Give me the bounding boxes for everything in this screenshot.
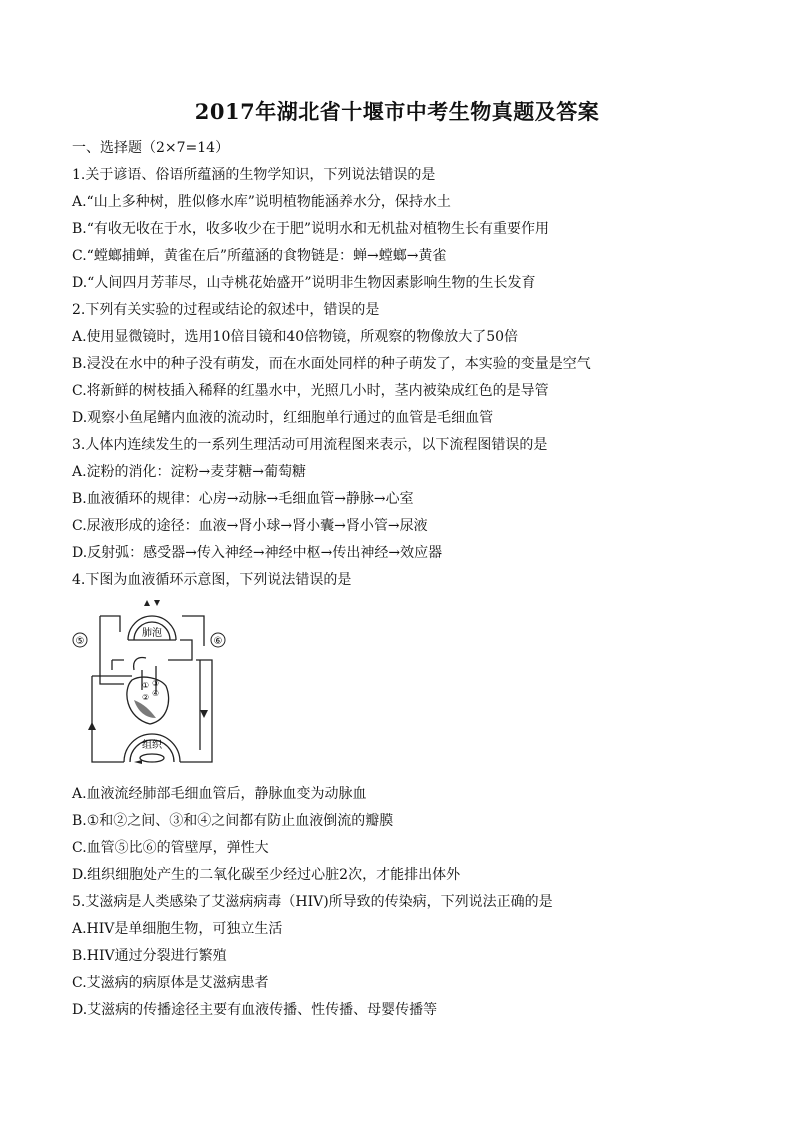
label-tissue: 组织 (142, 740, 162, 751)
question-4-option-d: D.组织细胞处产生的二氧化碳至少经过心脏2次，才能排出体外 (72, 867, 461, 883)
question-1-option-d: D.“人间四月芳菲尽，山寺桃花始盛开”说明非生物因素影响生物的生长发育 (72, 275, 536, 291)
question-5-option-b: B.HIV通过分裂进行繁殖 (72, 948, 227, 964)
label-num4: ④ (152, 689, 160, 698)
question-2-option-d: D.观察小鱼尾鳍内血液的流动时，红细胞单行通过的血管是毛细血管 (72, 410, 494, 426)
page-title: 2017年湖北省十堰市中考生物真题及答案 (194, 99, 600, 124)
question-1-option-c: C.“螳螂捕蝉，黄雀在后”所蕴涵的食物链是：蝉→螳螂→黄雀 (72, 248, 447, 264)
label-num5: ⑤ (75, 636, 85, 647)
label-num2: ② (142, 693, 150, 702)
question-3-option-c: C.尿液形成的途径：血液→肾小球→肾小囊→肾小管→尿液 (72, 518, 428, 534)
question-5-option-a: A.HIV是单细胞生物，可独立生活 (72, 921, 283, 937)
question-3-option-a: A.淀粉的消化：淀粉→麦芽糖→葡萄糖 (72, 464, 307, 480)
question-2-option-b: B.浸没在水中的种子没有萌发，而在水面处同样的种子萌发了，本实验的变量是空气 (72, 356, 591, 372)
question-1-option-a: A.“山上多种树，胜似修水库”说明植物能涵养水分，保持水土 (72, 194, 451, 210)
question-2-option-c: C.将新鲜的树枝插入稀释的红墨水中，光照几小时，茎内被染成红色的是导管 (72, 383, 549, 399)
question-3-option-b: B.血液循环的规律：心房→动脉→毛细血管→静脉→心室 (72, 491, 414, 507)
question-1-stem: 1.关于谚语、俗语所蕴涵的生物学知识，下列说法错误的是 (72, 167, 436, 183)
section-heading: 一、选择题（2×7=14） (72, 140, 230, 156)
question-5-stem: 5.艾滋病是人类感染了艾滋病病毒（HIV)所导致的传染病，下列说法正确的是 (72, 894, 553, 910)
question-3-stem: 3.人体内连续发生的一系列生理活动可用流程图来表示，以下流程图错误的是 (72, 437, 548, 453)
label-num3: ③ (152, 679, 160, 688)
question-2-stem: 2.下列有关实验的过程或结论的叙述中，错误的是 (72, 302, 380, 318)
question-4-option-a: A.血液流经肺部毛细血管后，静脉血变为动脉血 (72, 786, 367, 802)
label-lung: 肺泡 (142, 628, 162, 639)
question-5-option-c: C.艾滋病的病原体是艾滋病患者 (72, 975, 269, 991)
question-4-option-b: B.①和②之间、③和④之间都有防止血液倒流的瓣膜 (72, 813, 394, 829)
question-5-option-d: D.艾滋病的传播途径主要有血液传播、性传播、母婴传播等 (72, 1002, 438, 1018)
question-2-option-a: A.使用显微镜时，选用10倍目镜和40倍物镜，所观察的物像放大了50倍 (72, 329, 519, 345)
blood-circulation-diagram (72, 600, 232, 775)
question-1-option-b: B.“有收无收在于水，收多收少在于肥”说明水和无机盐对植物生长有重要作用 (72, 221, 550, 237)
label-num1: ① (142, 681, 150, 690)
question-4-option-c: C.血管⑤比⑥的管壁厚，弹性大 (72, 840, 269, 856)
question-3-option-d: D.反射弧：感受器→传入神经→神经中枢→传出神经→效应器 (72, 545, 443, 561)
question-4-stem: 4.下图为血液循环示意图，下列说法错误的是 (72, 572, 352, 588)
label-num6: ⑥ (213, 636, 223, 647)
